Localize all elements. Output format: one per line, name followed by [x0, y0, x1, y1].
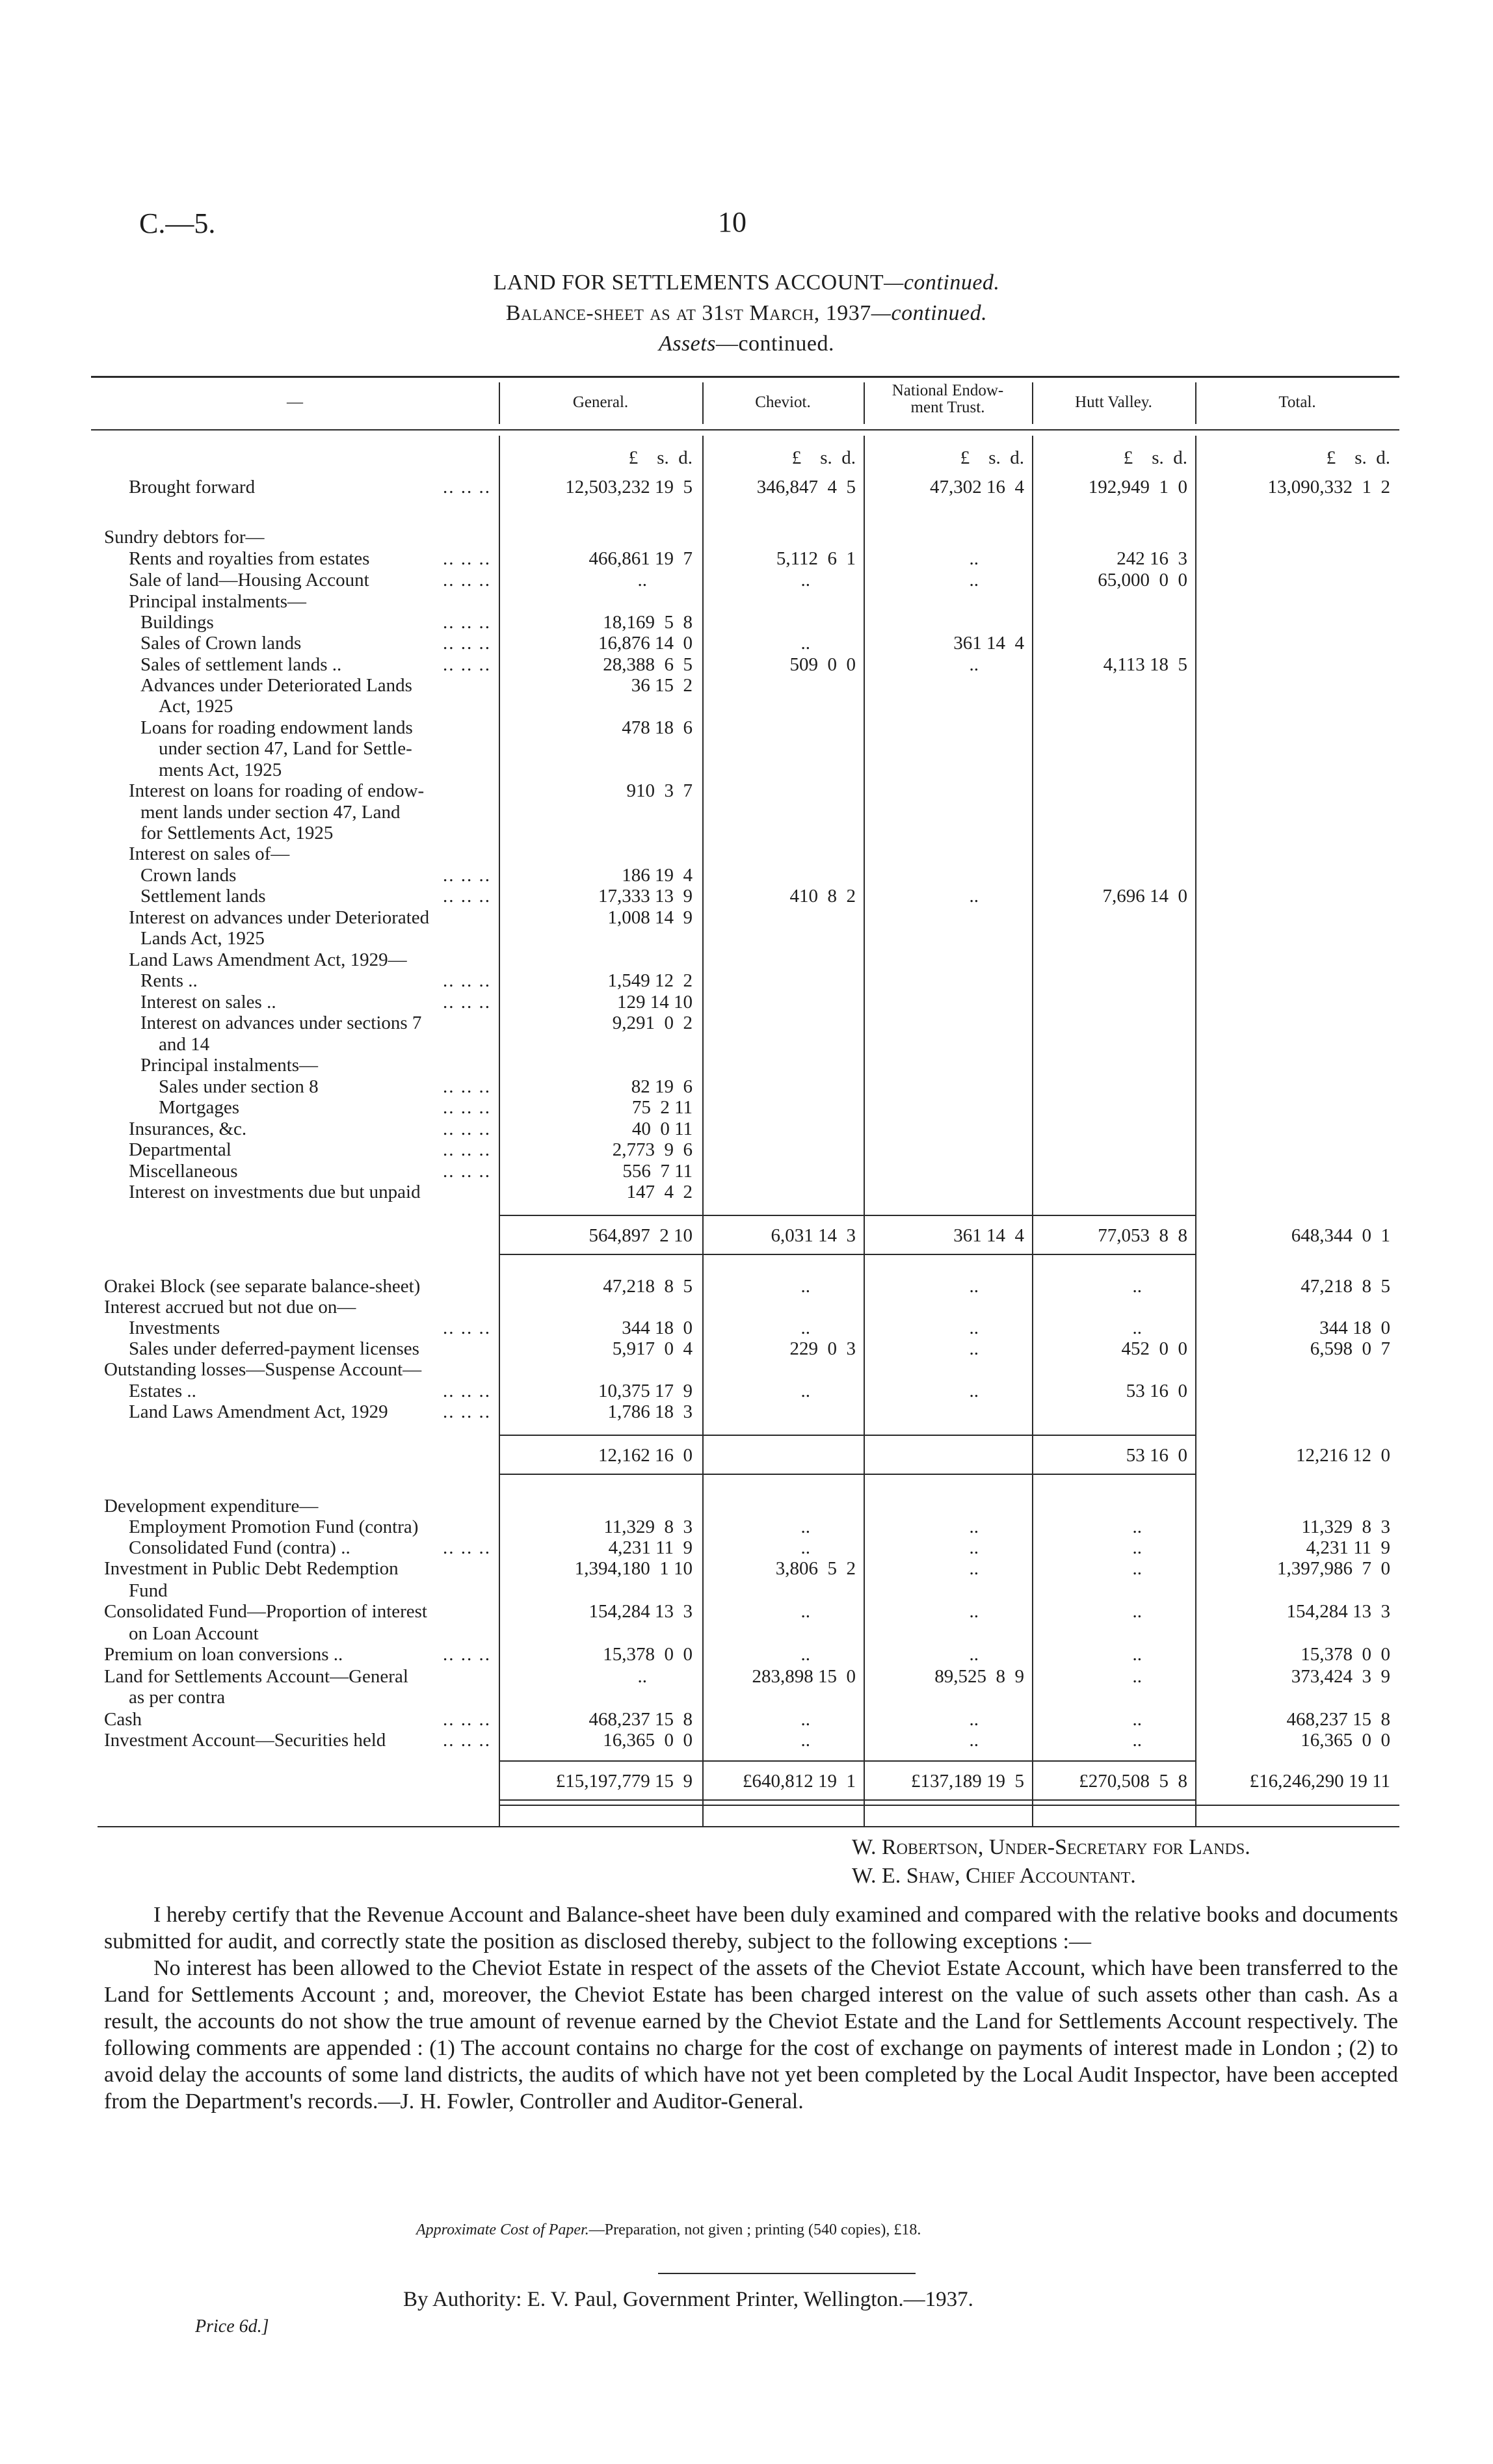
- row-label: Rents ..: [140, 970, 198, 991]
- cell-general: 478 18 6: [622, 717, 693, 738]
- row-leader-dots: .. .. ..: [443, 1381, 491, 1401]
- certificate-paragraph-2: No interest has been allowed to the Cheviot Estate in respect of the assets of the Cheviot Estate Account, which have been transferred to the Land for Settlements Account ; and, moreover, the Cheviot Estate has been charged interest on the value of such assets other than cash. As a result, the accounts do not show the true amount of revenue earned by the Cheviot Estate and the Land for Settlements Account respectively. The following comments are appended : (1) The account contains no charge for the cost of exchange on payments of interest made in London ; (2) to avoid delay the accounts of some land districts, the audits of which have not yet been completed by the Local Audit Inspector, have been accepted from the Department's records.—J. H. Fowler, Controller and Auditor-General.: [104, 1956, 1398, 2113]
- row-leader-dots: .. .. ..: [443, 612, 491, 633]
- row-label: Interest on loans for roading of endow-: [129, 780, 425, 801]
- cell-national: 47,302 16 4: [930, 477, 1024, 497]
- header-column-rule-2: [702, 382, 704, 424]
- row-label: ment lands under section 47, Land: [140, 802, 401, 823]
- audit-certificate: [104, 1901, 1398, 2115]
- cell-national: ..: [969, 548, 979, 569]
- row-label: Sales of Crown lands: [140, 633, 302, 654]
- cell-cheviot: 229 0 3: [789, 1338, 856, 1359]
- cell-general: 344 18 0: [622, 1318, 693, 1338]
- column-header-2: Cheviot.: [755, 393, 811, 411]
- cell-general: 16,365 0 0: [603, 1730, 693, 1751]
- row-leader-dots: .. .. ..: [443, 1161, 491, 1182]
- cell-national: 89,525 8 9: [934, 1666, 1024, 1687]
- cell-general: 147 4 2: [626, 1182, 693, 1202]
- document-reference: C.—5.: [139, 207, 216, 239]
- cell-hutt: ..: [1132, 1666, 1142, 1687]
- table-bottom-rule: [98, 1826, 1399, 1827]
- subtotal-rule: [499, 1760, 1195, 1762]
- row-label: on Loan Account: [129, 1623, 259, 1644]
- cell-national: ..: [969, 1601, 979, 1622]
- cell-hutt: ..: [1132, 1558, 1142, 1579]
- row-label: Buildings: [140, 612, 214, 633]
- cell-total: 468,237 15 8: [1286, 1709, 1390, 1730]
- cell-cheviot: ..: [800, 1730, 810, 1751]
- cell-total: 4,231 11 9: [1306, 1537, 1390, 1558]
- cell-national: ..: [969, 654, 979, 675]
- certificate-paragraph-1: I hereby certify that the Revenue Account and Balance-sheet have been duly examined and compared with the relative books and documents submitted for audit, and correctly state the position as disclosed thereby, subject to the following exceptions :—: [104, 1903, 1398, 1954]
- cell-hutt: 65,000 0 0: [1098, 570, 1187, 590]
- cell-total: £16,246,290 19 11: [1249, 1771, 1390, 1792]
- row-label: Principal instalments—: [129, 591, 307, 612]
- subtotal-rule-bottom: [499, 1254, 1195, 1255]
- cell-cheviot: ..: [800, 1709, 810, 1730]
- title-line-1: LAND FOR SETTLEMENTS ACCOUNT—continued.: [493, 271, 1000, 295]
- cell-general: 18,169 5 8: [603, 612, 693, 633]
- row-label: Sundry debtors for—: [104, 527, 265, 548]
- row-label: Interest on advances under sections 7: [140, 1013, 422, 1033]
- header-column-rule-4: [1032, 382, 1033, 424]
- page-number: 10: [718, 206, 746, 238]
- cell-national: ..: [969, 886, 979, 907]
- cell-cheviot: ..: [800, 1318, 810, 1338]
- cell-cheviot: ..: [800, 1537, 810, 1558]
- cell-general: 9,291 0 2: [612, 1013, 693, 1033]
- row-leader-dots: .. .. ..: [443, 570, 491, 590]
- cell-national: ..: [969, 1318, 979, 1338]
- cell-hutt: ..: [1132, 1517, 1142, 1537]
- cell-general: 11,329 8 3: [603, 1517, 693, 1537]
- cell-cheviot: ..: [800, 1644, 810, 1665]
- currency-unit-cheviot: £ s. d.: [791, 447, 856, 468]
- cell-general: 17,333 13 9: [598, 886, 693, 907]
- cell-cheviot: 3,806 5 2: [775, 1558, 856, 1579]
- cell-national: ..: [969, 1537, 979, 1558]
- row-label: Settlement lands: [140, 886, 266, 907]
- cell-hutt: ..: [1132, 1537, 1142, 1558]
- row-leader-dots: .. .. ..: [443, 1644, 491, 1665]
- cell-general: 5,917 0 4: [612, 1338, 693, 1359]
- cell-total: 11,329 8 3: [1301, 1517, 1390, 1537]
- cell-cheviot: ..: [800, 633, 810, 654]
- row-label: ments Act, 1925: [159, 760, 282, 780]
- row-leader-dots: .. .. ..: [443, 654, 491, 675]
- cell-hutt: ..: [1132, 1601, 1142, 1622]
- row-leader-dots: .. .. ..: [443, 548, 491, 569]
- cell-cheviot: 5,112 6 1: [776, 548, 856, 569]
- cell-national: 361 14 4: [953, 633, 1024, 654]
- table-top-rule: [91, 376, 1399, 378]
- row-leader-dots: .. .. ..: [443, 992, 491, 1013]
- row-label: Sales of settlement lands ..: [140, 654, 342, 675]
- column-header-5: Total.: [1278, 393, 1316, 411]
- cell-total: 154,284 13 3: [1286, 1601, 1390, 1622]
- row-label: Development expenditure—: [104, 1496, 319, 1517]
- cell-general: 556 7 11: [622, 1161, 693, 1182]
- cell-total: 344 18 0: [1319, 1318, 1390, 1338]
- cell-cheviot: ..: [800, 1517, 810, 1537]
- row-label: Investment in Public Debt Redemption: [104, 1558, 399, 1579]
- cell-general: 468,237 15 8: [588, 1709, 693, 1730]
- cell-general: ..: [637, 1666, 647, 1687]
- cell-hutt: 7,696 14 0: [1102, 886, 1187, 907]
- row-leader-dots: .. .. ..: [443, 886, 491, 907]
- cell-national: 361 14 4: [953, 1225, 1024, 1246]
- cell-cheviot: ..: [800, 570, 810, 590]
- cell-total: 16,365 0 0: [1301, 1730, 1390, 1751]
- cell-general: 47,218 8 5: [603, 1276, 693, 1297]
- cell-hutt: ..: [1132, 1318, 1142, 1338]
- cell-national: ..: [969, 1517, 979, 1537]
- cell-general: 154,284 13 3: [588, 1601, 693, 1622]
- cell-total: 13,090,332 1 2: [1267, 477, 1390, 497]
- cell-national: ..: [969, 570, 979, 590]
- row-label: Interest accrued but not due on—: [104, 1297, 356, 1318]
- cell-national: £137,189 19 5: [911, 1771, 1024, 1792]
- header-column-rule-3: [864, 382, 865, 424]
- cell-general: 12,503,232 19 5: [565, 477, 693, 497]
- row-label: Rents and royalties from estates: [129, 548, 370, 569]
- footer-rule: [658, 2273, 916, 2274]
- cell-hutt: 192,949 1 0: [1088, 477, 1187, 497]
- cell-national: ..: [969, 1558, 979, 1579]
- row-label: Land Laws Amendment Act, 1929: [129, 1401, 388, 1422]
- cell-general: 1,394,180 1 10: [574, 1558, 693, 1579]
- cell-general: 564,897 2 10: [588, 1225, 693, 1246]
- cell-cheviot: ..: [800, 1601, 810, 1622]
- column-header-3: National Endow- ment Trust.: [892, 382, 1004, 416]
- row-label: Outstanding losses—Suspense Account—: [104, 1359, 422, 1380]
- row-label: Crown lands: [140, 865, 237, 886]
- cell-total: 15,378 0 0: [1301, 1644, 1390, 1665]
- printer-authority: By Authority: E. V. Paul, Government Printer, Wellington.—1937.: [403, 2288, 973, 2311]
- row-label: as per contra: [129, 1687, 226, 1708]
- cell-hutt: 4,113 18 5: [1103, 654, 1187, 675]
- currency-unit-national: £ s. d.: [960, 447, 1024, 468]
- cell-general: 15,378 0 0: [603, 1644, 693, 1665]
- row-label: Brought forward: [129, 477, 256, 497]
- row-label: under section 47, Land for Settle-: [159, 738, 412, 759]
- column-header-4: Hutt Valley.: [1075, 393, 1152, 411]
- row-leader-dots: .. .. ..: [443, 1709, 491, 1730]
- grand-total-double-rule: [499, 1805, 1399, 1806]
- cell-total: 6,598 0 7: [1310, 1338, 1390, 1359]
- row-leader-dots: .. .. ..: [443, 1537, 491, 1558]
- subtotal-rule-bottom: [499, 1799, 1195, 1801]
- cell-cheviot: 283,898 15 0: [752, 1666, 856, 1687]
- currency-unit-general: £ s. d.: [628, 447, 693, 468]
- cell-cheviot: 410 8 2: [789, 886, 856, 907]
- row-label: Orakei Block (see separate balance-sheet): [104, 1276, 421, 1297]
- row-label: Land Laws Amendment Act, 1929—: [129, 949, 407, 970]
- cell-general: 28,388 6 5: [603, 654, 693, 675]
- cell-general: 910 3 7: [626, 780, 693, 801]
- cell-hutt: 452 0 0: [1121, 1338, 1187, 1359]
- row-leader-dots: .. .. ..: [443, 1097, 491, 1118]
- price-note: Price 6d.]: [195, 2316, 269, 2337]
- cell-hutt: 242 16 3: [1116, 548, 1187, 569]
- signature-chief-accountant: W. E. Shaw, Chief Accountant.: [852, 1864, 1136, 1888]
- cell-general: 186 19 4: [622, 865, 693, 886]
- cell-national: ..: [969, 1644, 979, 1665]
- cell-general: 2,773 9 6: [612, 1139, 693, 1160]
- row-label: Interest on sales ..: [140, 992, 276, 1013]
- cell-hutt: £270,508 5 8: [1079, 1771, 1187, 1792]
- row-label: for Settlements Act, 1925: [140, 823, 334, 843]
- row-leader-dots: .. .. ..: [443, 477, 491, 497]
- cell-national: ..: [969, 1730, 979, 1751]
- cell-total: 47,218 8 5: [1301, 1276, 1390, 1297]
- row-label: Mortgages: [159, 1097, 240, 1118]
- cell-hutt: ..: [1132, 1644, 1142, 1665]
- cell-general: 4,231 11 9: [608, 1537, 693, 1558]
- cell-cheviot: 509 0 0: [789, 654, 856, 675]
- cell-total: 648,344 0 1: [1291, 1225, 1390, 1246]
- cell-general: 10,375 17 9: [598, 1381, 693, 1401]
- cell-general: ..: [637, 570, 647, 590]
- row-label: Advances under Deteriorated Lands: [140, 675, 412, 696]
- row-leader-dots: .. .. ..: [443, 1076, 491, 1097]
- table-header-rule: [91, 429, 1399, 431]
- header-column-rule-5: [1195, 382, 1196, 424]
- currency-unit-hutt: £ s. d.: [1123, 447, 1187, 468]
- row-label: Loans for roading endowment lands: [140, 717, 413, 738]
- row-label: Consolidated Fund (contra) ..: [129, 1537, 350, 1558]
- cell-general: 129 14 10: [617, 992, 693, 1013]
- row-leader-dots: .. .. ..: [443, 865, 491, 886]
- row-label: Premium on loan conversions ..: [104, 1644, 343, 1665]
- row-label: Cash: [104, 1709, 142, 1730]
- cell-general: 12,162 16 0: [598, 1445, 693, 1466]
- row-leader-dots: .. .. ..: [443, 633, 491, 654]
- cell-general: 1,549 12 2: [607, 970, 693, 991]
- cell-hutt: 53 16 0: [1126, 1445, 1187, 1466]
- cell-total: 12,216 12 0: [1296, 1445, 1390, 1466]
- row-leader-dots: .. .. ..: [443, 970, 491, 991]
- cell-national: ..: [969, 1276, 979, 1297]
- cell-general: 82 19 6: [631, 1076, 693, 1097]
- subtotal-rule: [499, 1435, 1195, 1436]
- currency-unit-total: £ s. d.: [1326, 447, 1390, 468]
- cost-note: Approximate Cost of Paper.—Preparation, not given ; printing (540 copies), £18.: [416, 2221, 921, 2238]
- cell-cheviot: 346,847 4 5: [756, 477, 856, 497]
- cell-general: 466,861 19 7: [588, 548, 693, 569]
- column-header-1: General.: [572, 393, 629, 411]
- cell-general: 36 15 2: [631, 675, 693, 696]
- cell-national: ..: [969, 1709, 979, 1730]
- row-leader-dots: .. .. ..: [443, 1318, 491, 1338]
- cell-total: 373,424 3 9: [1291, 1666, 1390, 1687]
- row-label: Land for Settlements Account—General: [104, 1666, 408, 1687]
- row-label: Employment Promotion Fund (contra): [129, 1517, 419, 1537]
- cell-general: £15,197,779 15 9: [555, 1771, 693, 1792]
- cell-cheviot: 6,031 14 3: [771, 1225, 856, 1246]
- title-line-2: Balance-sheet as at 31st March, 1937—continued.: [505, 301, 988, 325]
- cell-cheviot: ..: [800, 1381, 810, 1401]
- cell-total: 1,397,986 7 0: [1277, 1558, 1390, 1579]
- row-label: Insurances, &c.: [129, 1119, 247, 1139]
- row-label: Investments: [129, 1318, 220, 1338]
- title-line-3: Assets—continued.: [658, 332, 835, 356]
- row-label: Consolidated Fund—Proportion of interest: [104, 1601, 427, 1622]
- row-label: Sales under deferred-payment licenses: [129, 1338, 419, 1359]
- cell-national: ..: [969, 1381, 979, 1401]
- row-leader-dots: .. .. ..: [443, 1119, 491, 1139]
- row-label: Sale of land—Housing Account: [129, 570, 369, 590]
- row-label: Interest on advances under Deteriorated: [129, 907, 430, 928]
- row-label: Sales under section 8: [159, 1076, 319, 1097]
- row-label: Departmental: [129, 1139, 231, 1160]
- column-header-0: —: [287, 393, 303, 411]
- row-label: Interest on sales of—: [129, 843, 290, 864]
- row-label: Fund: [129, 1580, 168, 1601]
- cell-hutt: ..: [1132, 1730, 1142, 1751]
- row-label: Principal instalments—: [140, 1055, 319, 1076]
- row-label: Lands Act, 1925: [140, 928, 265, 949]
- row-label: Miscellaneous: [129, 1161, 238, 1182]
- row-label: Interest on investments due but unpaid: [129, 1182, 421, 1202]
- cell-cheviot: ..: [800, 1276, 810, 1297]
- cell-general: 75 2 11: [631, 1097, 693, 1118]
- row-label: and 14: [159, 1034, 210, 1055]
- cell-hutt: ..: [1132, 1276, 1142, 1297]
- row-leader-dots: .. .. ..: [443, 1401, 491, 1422]
- row-leader-dots: .. .. ..: [443, 1139, 491, 1160]
- cell-general: 16,876 14 0: [598, 633, 693, 654]
- cell-hutt: ..: [1132, 1709, 1142, 1730]
- cell-cheviot: £640,812 19 1: [743, 1771, 856, 1792]
- cell-hutt: 77,053 8 8: [1098, 1225, 1187, 1246]
- header-column-rule-1: [499, 382, 500, 424]
- cell-general: 40 0 11: [631, 1119, 693, 1139]
- cell-hutt: 53 16 0: [1126, 1381, 1187, 1401]
- cell-national: ..: [969, 1338, 979, 1359]
- cell-general: 1,786 18 3: [607, 1401, 693, 1422]
- row-label: Estates ..: [129, 1381, 196, 1401]
- row-label: Act, 1925: [159, 696, 233, 717]
- signature-under-secretary: W. Robertson, Under-Secretary for Lands.: [852, 1835, 1250, 1859]
- cell-general: 1,008 14 9: [607, 907, 693, 928]
- subtotal-rule-bottom: [499, 1474, 1195, 1475]
- row-label: Investment Account—Securities held: [104, 1730, 386, 1751]
- row-leader-dots: .. .. ..: [443, 1730, 491, 1751]
- subtotal-rule: [499, 1215, 1195, 1216]
